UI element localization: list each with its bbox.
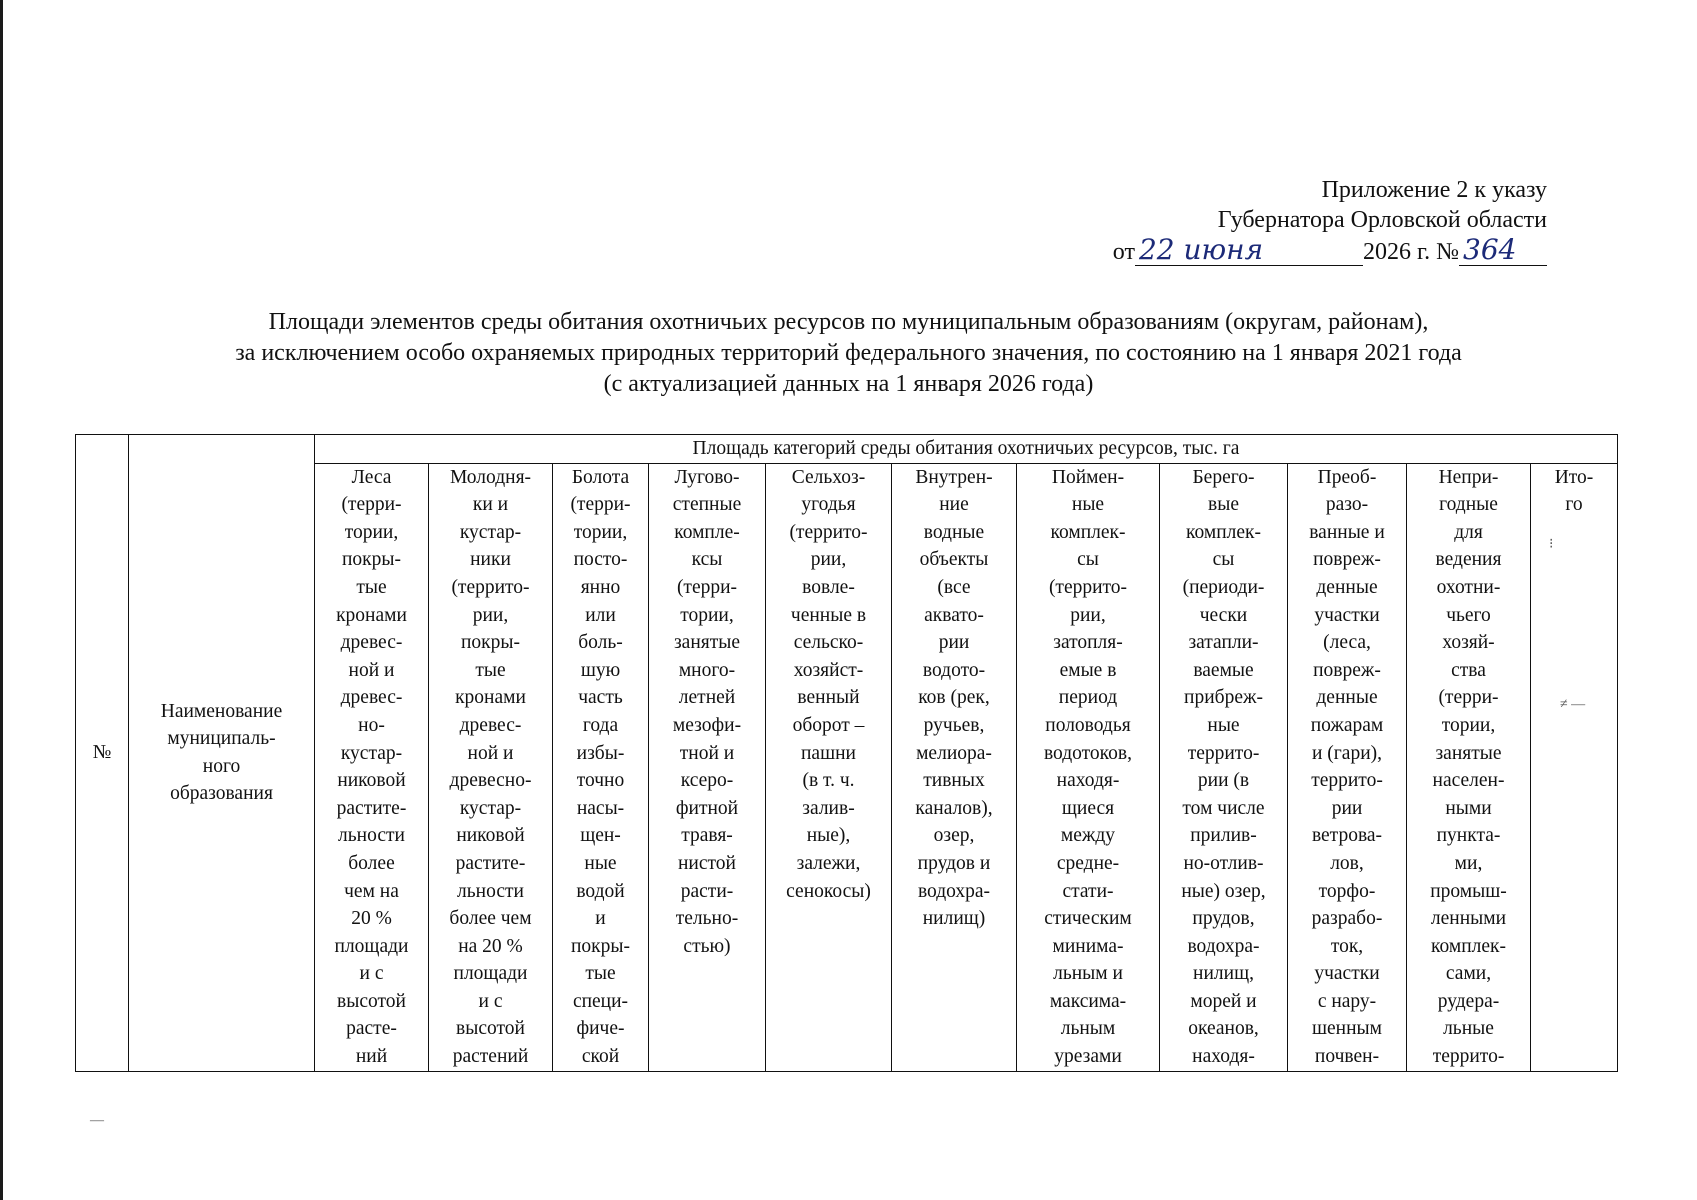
appendix-line-2: Губернатора Орловской области bbox=[1217, 207, 1547, 233]
category-header-young-growth-shrubs: Молодня- ки и кустар- ники (террито- рии, покры- тые кронами древес- ной и древесно- кустар- никовой растите- льности более чем на 20 % площади и с высотой растений bbox=[429, 463, 553, 1071]
scan-mark: — bbox=[90, 1113, 104, 1128]
page-edge-line bbox=[0, 0, 3, 1200]
area-categories-header: Площадь категорий среды обитания охотничьих ресурсов, тыс. га bbox=[315, 435, 1618, 464]
title-line-1: Площади элементов среды обитания охотничьих ресурсов по муниципальным образованиям (округам, районам), bbox=[268, 309, 1429, 335]
category-header-coastal: Берего- вые комплек- сы (периоди- чески затапли- ваемые прибреж- ные террито- рии (в том числе прилив- но-отлив- ные) озер, прудов, водохра- нилищ, морей и океанов, находя- bbox=[1160, 463, 1288, 1071]
date-prefix: от bbox=[1112, 239, 1135, 265]
appendix-line-1: Приложение 2 к указу bbox=[1321, 177, 1547, 203]
handwritten-number: 364 bbox=[1459, 235, 1547, 266]
category-header-floodplain: Поймен- ные комплек- сы (террито- рии, затопля- емые в период половодья водотоков, находя- щиеся между средне- стати- стическим минима- льным и максима- льным урезами bbox=[1017, 463, 1160, 1071]
title-line-2: за исключением особо охраняемых природных территорий федерального значения, по состоянию на 1 января 2021 года bbox=[235, 340, 1462, 366]
category-header-inland-waters: Внутрен- ние водные объекты (все аквато- рии водото- ков (рек, ручьев, мелиора- тивных каналов), озер, прудов и водохра- нилищ) bbox=[892, 463, 1017, 1071]
habitat-area-table bbox=[75, 434, 1618, 1072]
category-header-meadow-steppe: Лугово- степные компле- ксы (терри- тории, занятые много- летней мезофи- тной и ксеро- фитной травя- нистой расти- тельно- стью) bbox=[649, 463, 766, 1071]
category-header-swamps: Болота (терри- тории, посто- янно или боль- шую часть года избы- точно насы- щен- ные водой и покры- тые специ- фиче- ской bbox=[553, 463, 649, 1071]
category-header-unsuitable: Непри- годные для ведения охотни- чьего хозяй- ства (терри- тории, занятые населен- ными пункта- ми, промыш- ленными комплек- сами, рудера- льные террито- bbox=[1407, 463, 1531, 1071]
appendix-date-line bbox=[1113, 235, 1547, 267]
appendix-header bbox=[1113, 175, 1547, 267]
year-label: 2026 г. № bbox=[1362, 239, 1459, 265]
title-line-3: (с актуализацией данных на 1 января 2026 года) bbox=[603, 371, 1094, 397]
category-header-total: Ито- го bbox=[1531, 463, 1618, 1071]
document-title bbox=[0, 307, 1697, 400]
handwritten-date: 22 июня bbox=[1135, 235, 1363, 266]
category-header-transformed: Преоб- разо- ванные и повреж- денные участки (леса, повреж- денные пожарам и (гари), террито- рии ветрова- лов, торфо- разрабо- ток, участки с нару- шенным почвен- bbox=[1288, 463, 1407, 1071]
category-header-farmland: Сельхоз- угодья (террито- рии, вовле- ченные в сельско- хозяйст- венный оборот – пашни (в т. ч. залив- ные), залежи, сенокосы) bbox=[766, 463, 892, 1071]
table-header-row bbox=[76, 435, 1618, 464]
scan-mark: ⁝ bbox=[1549, 537, 1554, 552]
municipality-column-header: Наименование муниципаль- ного образования bbox=[129, 435, 315, 1072]
scan-mark: ≠ — bbox=[1560, 697, 1586, 712]
number-column-header: № bbox=[76, 435, 129, 1072]
category-header-forests: Леса (терри- тории, покры- тые кронами древес- ной и древес- но- кустар- никовой растите- льности более чем на 20 % площади и с высотой расте- ний bbox=[315, 463, 429, 1071]
